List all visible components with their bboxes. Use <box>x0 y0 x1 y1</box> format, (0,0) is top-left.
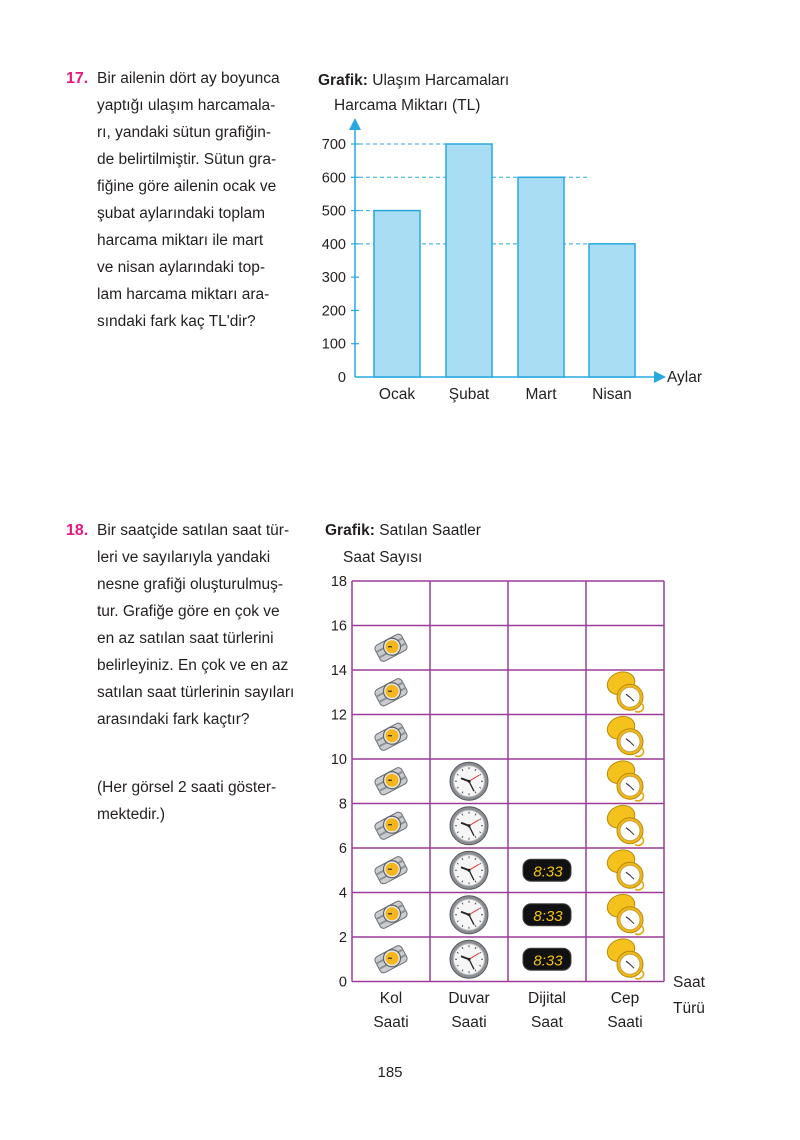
pocket-watch-icon <box>604 757 643 801</box>
chart1-y-tick-label: 0 <box>337 370 346 386</box>
chart2-y-tick-label: 4 <box>338 885 347 902</box>
wall-clock-icon <box>450 851 488 889</box>
chart2-y-tick-label: 18 <box>330 574 347 590</box>
wristwatch-icon <box>374 633 409 663</box>
chart1-y-tick-label: 400 <box>321 236 346 253</box>
question-17-line-9: lam harcama miktarı ara- <box>97 286 270 303</box>
question-18-line-8: arasındaki fark kaçtır? <box>97 711 250 728</box>
chart2-category-label: Cep <box>610 990 640 1007</box>
chart2-category-label: Duvar <box>448 990 490 1007</box>
chart2-y-tick-label: 10 <box>330 752 347 768</box>
chart2-category-label: Dijital <box>528 990 566 1007</box>
question-18-line-7: satılan saat türlerinin sayıları <box>97 684 295 701</box>
pocket-watch-icon <box>604 891 643 935</box>
chart2-y-tick-label: 12 <box>330 707 347 724</box>
chart2-category-label: Saati <box>451 1014 487 1031</box>
chart2-x-axis-label-line-2: Türü <box>673 1000 705 1017</box>
question-18-note-line-2: mektedir.) <box>97 806 166 823</box>
wristwatch-icon <box>374 677 409 707</box>
pocket-watch-icon <box>604 713 643 757</box>
pocket-watch-icon <box>604 846 643 890</box>
pocket-watch-icon <box>604 668 643 712</box>
chart2-y-tick-label: 0 <box>338 974 347 991</box>
question-18-line-4: tur. Grafiğe göre en çok ve <box>97 603 280 620</box>
digital-display-text: 8:33 <box>533 907 563 925</box>
question-18-line-1: Bir saatçide satılan saat tür- <box>97 522 290 539</box>
chart1-category-label: Nisan <box>592 386 632 403</box>
question-17-line-7: harcama miktarı ile mart <box>97 232 264 249</box>
chart1-x-axis-label: Aylar <box>667 369 703 386</box>
question-17-line-2: yaptığı ulaşım harcamala- <box>97 97 276 114</box>
chart2-title-prefix: Grafik: <box>325 522 375 539</box>
chart2-category-label: Saat <box>531 1014 563 1031</box>
question-17-line-1: Bir ailenin dört ay boyunca <box>97 70 280 87</box>
digital-clock-icon <box>523 904 571 926</box>
chart1-category-label: Ocak <box>378 386 416 403</box>
question-18-number: 18. <box>66 522 89 539</box>
chart1-category-label: Şubat <box>448 386 490 403</box>
question-18-note-line-1: (Her görsel 2 saati göster- <box>97 779 277 796</box>
page-number: 185 <box>377 1064 403 1081</box>
question-17-line-10: sındaki fark kaç TL'dir? <box>97 313 256 330</box>
digital-display-text: 8:33 <box>533 952 563 970</box>
chart1-y-tick-label: 300 <box>321 270 346 287</box>
pocket-watch-icon <box>604 802 643 846</box>
wall-clock-icon <box>450 807 488 845</box>
chart2-category-label: Saati <box>607 1014 643 1031</box>
wristwatch-icon <box>374 944 409 974</box>
digital-clock-icon <box>523 948 571 970</box>
question-17-line-6: şubat aylarındaki toplam <box>97 205 266 222</box>
wristwatch-icon <box>374 811 409 841</box>
wristwatch-icon <box>374 722 409 752</box>
chart2-y-tick-label: 16 <box>330 618 347 635</box>
question-17-line-5: fiğine göre ailenin ocak ve <box>97 178 277 195</box>
chart2-category-label: Kol <box>379 990 403 1007</box>
chart1-y-tick-label: 100 <box>321 336 346 353</box>
question-17-line-4: de belirtilmiştir. Sütun gra- <box>97 151 277 168</box>
chart2-y-tick-label: 8 <box>338 796 347 813</box>
digital-display-text: 8:33 <box>533 863 563 881</box>
chart1-category-label: Mart <box>525 386 557 403</box>
chart1-y-tick-label: 200 <box>321 303 346 320</box>
chart2-title-text: Satılan Saatler <box>379 522 481 539</box>
wristwatch-icon <box>374 766 409 796</box>
question-18-line-5: en az satılan saat türlerini <box>97 630 274 647</box>
pocket-watch-icon <box>604 935 643 979</box>
question-18-line-2: leri ve sayılarıyla yandaki <box>97 549 271 566</box>
wall-clock-icon <box>450 762 488 800</box>
question-17-line-3: rı, yandaki sütun grafiğin- <box>97 124 272 141</box>
chart2-y-tick-label: 2 <box>338 930 347 946</box>
chart2-y-tick-label: 14 <box>330 663 347 679</box>
chart2-category-label: Saati <box>373 1014 409 1031</box>
chart1-y-axis-label: Harcama Miktarı (TL) <box>334 97 481 114</box>
chart1-title-text: Ulaşım Harcamaları <box>372 72 510 89</box>
wristwatch-icon <box>374 900 409 930</box>
digital-clock-icon <box>523 859 571 881</box>
question-17-line-8: ve nisan aylarındaki top- <box>97 259 266 276</box>
chart1-y-tick-label: 600 <box>321 170 346 187</box>
chart2-x-axis-label-line-1: Saat <box>673 974 705 991</box>
wall-clock-icon <box>450 896 488 934</box>
chart2-y-tick-label: 6 <box>338 841 347 857</box>
question-18-line-3: nesne grafiği oluşturulmuş- <box>97 576 284 593</box>
wall-clock-icon <box>450 940 488 978</box>
chart1-y-tick-label: 500 <box>321 203 346 220</box>
question-17-number: 17. <box>66 70 89 87</box>
chart1-y-tick-label: 700 <box>321 137 346 153</box>
chart1-title-prefix: Grafik: <box>318 72 368 89</box>
chart2-y-axis-label: Saat Sayısı <box>343 549 423 566</box>
question-18-line-6: belirleyiniz. En çok ve en az <box>97 657 289 674</box>
wristwatch-icon <box>374 855 409 885</box>
